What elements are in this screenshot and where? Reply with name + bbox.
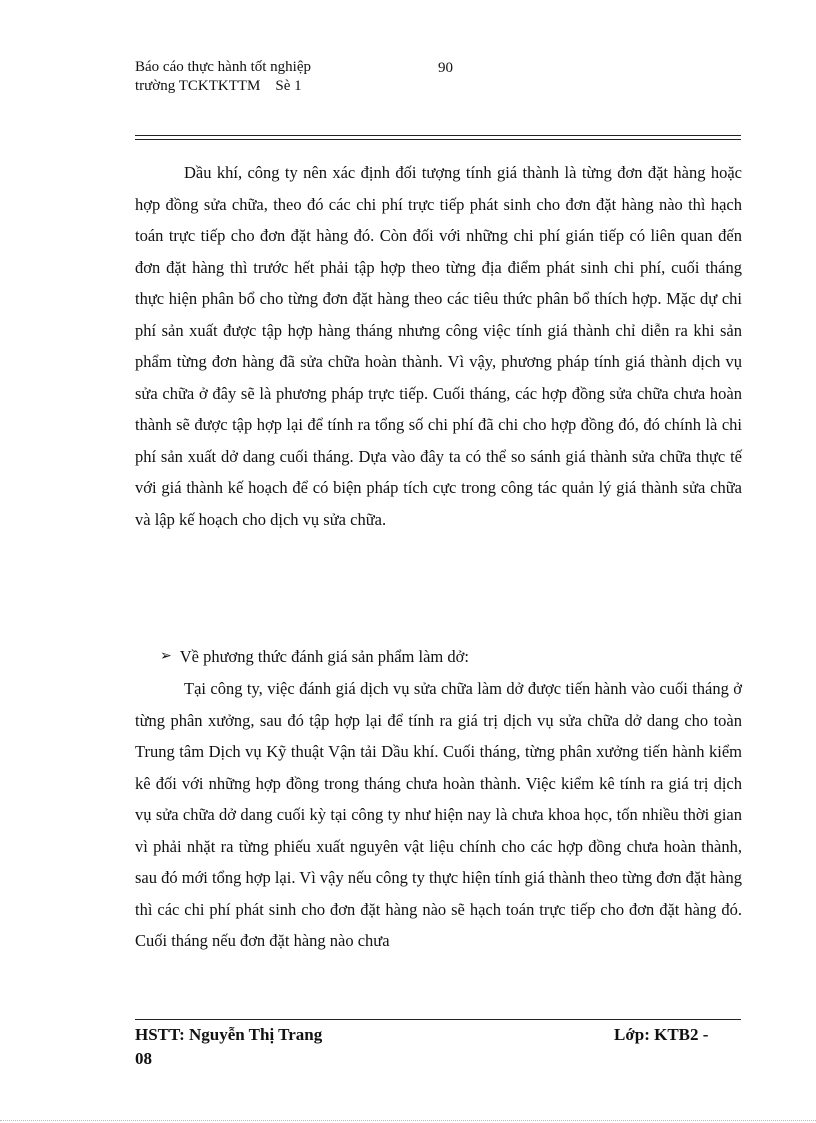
header-title-line1: Báo cáo thực hành tốt nghiệp bbox=[135, 59, 312, 75]
footer-student-suffix: 08 bbox=[135, 1049, 152, 1068]
footer-divider bbox=[135, 1019, 741, 1020]
page-bottom-edge bbox=[0, 1120, 816, 1121]
footer-student-name: HSTT: Nguyễn Thị Trang bbox=[135, 1025, 323, 1044]
bullet-heading-text: Về phương thức đánh giá sản phẩm làm dở: bbox=[179, 647, 469, 666]
body-paragraph-1 bbox=[135, 157, 742, 535]
header-title-line2: trường TCKTKTTM Sè 1 bbox=[135, 78, 302, 94]
arrow-bullet-icon: ➢ bbox=[160, 648, 172, 664]
paragraph-text: Tại công ty, việc đánh giá dịch vụ sửa chữa làm dở được tiến hành vào cuối tháng ở từng phân xưởng, sau đó tập hợp lại để tính ra giá trị dịch vụ sửa chữa dở dang cho toàn Trung tâm Dịch vụ Kỹ thuật Vận tải Dầu khí. Cuối tháng, từng phân xưởng tiến hành kiểm kê đối với những hợp đồng trong tháng chưa hoàn thành. Việc kiểm kê tính ra giá trị dịch vụ sửa chữa dở dang cuối kỳ tại công ty như hiện nay là chưa khoa học, tốn nhiều thời gian vì phải nhặt ra từng phiếu xuất nguyên vật liệu chính cho các hợp đồng chưa hoàn thành, sau đó mới tổng hợp lại. Vì vậy nếu công ty thực hiện tính giá thành theo từng đơn đặt hàng thì các chi phí phát sinh cho đơn đặt hàng nào sẽ hạch toán trực tiếp cho đơn đặt hàng đó. Cuối tháng nếu đơn đặt hàng nào chưa bbox=[135, 679, 742, 950]
body-paragraph-2 bbox=[135, 673, 742, 957]
header-divider bbox=[135, 135, 741, 140]
footer-student bbox=[135, 1023, 322, 1071]
bullet-heading bbox=[160, 641, 469, 673]
footer-class: Lớp: KTB2 - bbox=[614, 1025, 709, 1044]
page-header bbox=[135, 58, 311, 96]
page-number: 90 bbox=[438, 60, 453, 76]
paragraph-text: Dầu khí, công ty nên xác định đối tượng tính giá thành là từng đơn đặt hàng hoặc hợp đồng sửa chữa, theo đó các chi phí trực tiếp phát sinh cho đơn đặt hàng nào thì hạch toán trực tiếp cho đơn đặt hàng đó. Còn đối với những chi phí gián tiếp có liên quan đến đơn đặt hàng thì trước hết phải tập hợp theo từng địa điểm phát sinh chi phí, cuối tháng thực hiện phân bổ cho từng đơn đặt hàng theo các tiêu thức phân bổ thích hợp. Mặc dự chi phí sản xuất được tập hợp hàng tháng nhưng công việc tính giá thành chỉ diễn ra khi sản phẩm từng đơn hàng đã sửa chữa hoàn thành. Vì vậy, phương pháp tính giá thành dịch vụ sửa chữa ở đây sẽ là phương pháp trực tiếp. Cuối tháng, các hợp đồng sửa chữa chưa hoàn thành sẽ được tập hợp lại để tính ra tổng số chi phí đã chi cho hợp đồng đó, đó chính là chi phí sản xuất dở dang cuối tháng. Dựa vào đây ta có thể so sánh giá thành sửa chữa thực tế với giá thành kế hoạch để có biện pháp tích cực trong công tác quản lý giá thành sửa chữa và lập kế hoạch cho dịch vụ sửa chữa. bbox=[135, 163, 742, 529]
